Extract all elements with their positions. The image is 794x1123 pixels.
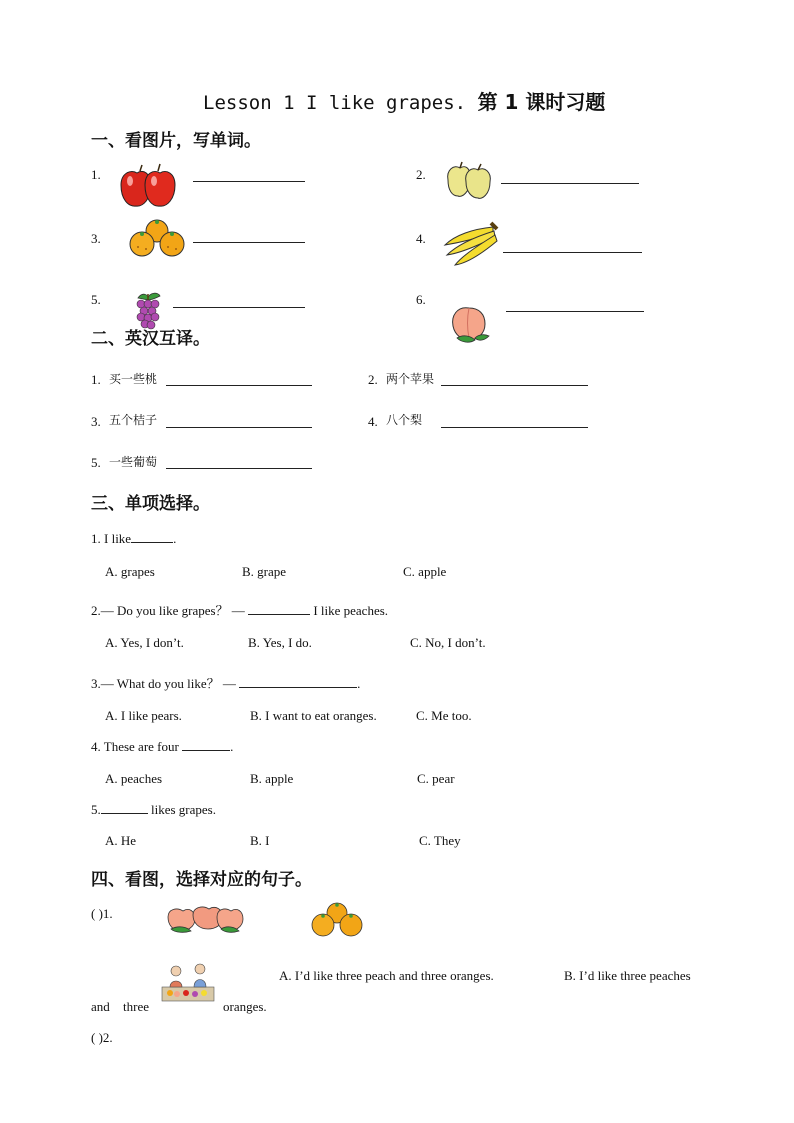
q4-option-c[interactable]: C. pear <box>417 771 455 786</box>
q5-suffix: likes grapes. <box>151 802 216 817</box>
s4-q1-paren[interactable]: ( ) <box>91 906 103 921</box>
title-chinese: 第 1 课时习题 <box>477 90 606 114</box>
q1-option-a[interactable]: A. grapes <box>105 564 155 579</box>
s4-q1-num: 1. <box>102 906 113 921</box>
q5-option-b[interactable]: B. I <box>250 833 270 848</box>
peach-picture <box>447 300 491 344</box>
q5-option-c[interactable]: C. They <box>419 833 461 848</box>
q1-option-b[interactable]: B. grape <box>242 564 287 579</box>
s1-num-3: 3. <box>91 231 101 246</box>
q2-suffix: I like peaches. <box>313 603 389 618</box>
s4-q1 <box>91 906 113 922</box>
q4-stem <box>91 739 233 755</box>
q1-option-c[interactable]: C. apple <box>403 564 447 579</box>
s1-answer-line-1[interactable] <box>193 181 305 182</box>
section4-heading: 四、看图，选择对应的句子。 <box>91 870 312 890</box>
s4-q2-num: 2. <box>102 1030 113 1045</box>
q4-blank[interactable] <box>182 740 230 751</box>
s2-answer-line-2[interactable] <box>441 385 588 386</box>
q4-option-b[interactable]: B. apple <box>250 771 294 786</box>
q2-stem <box>91 600 388 619</box>
section2-heading: 二、英汉互译。 <box>91 329 210 349</box>
q1-blank[interactable] <box>131 532 173 543</box>
pears-picture <box>444 160 496 200</box>
s4-continuation-and: and <box>91 999 110 1014</box>
s2-answer-line-3[interactable] <box>166 427 312 428</box>
s1-num-1: 1. <box>91 167 101 182</box>
apples-picture <box>118 163 178 209</box>
s4-option-a[interactable]: A. I’d like three peach and three oranges. <box>279 968 494 983</box>
title-english: Lesson 1 I like grapes. <box>203 92 467 114</box>
s2-num-5: 5. <box>91 455 101 470</box>
q2-blank[interactable] <box>248 604 310 615</box>
peaches-picture <box>165 903 245 933</box>
q4-option-a[interactable]: A. peaches <box>105 771 163 786</box>
s1-num-2: 2. <box>416 167 426 182</box>
q3-prefix: 3.— What do you like？ — <box>91 676 236 691</box>
s1-answer-line-3[interactable] <box>193 242 305 243</box>
q3-option-b[interactable]: B. I want to eat oranges. <box>250 708 377 723</box>
s2-num-3: 3. <box>91 414 101 429</box>
s4-q2 <box>91 1030 113 1046</box>
s2-item-4: 八个梨 <box>386 413 423 427</box>
section3-heading: 三、单项选择。 <box>91 494 210 514</box>
s2-answer-line-1[interactable] <box>166 385 312 386</box>
s1-num-6: 6. <box>416 292 426 307</box>
q4-prefix: 4. These are four <box>91 739 179 754</box>
q5-option-a[interactable]: A. He <box>105 833 137 848</box>
q3-stem <box>91 673 360 692</box>
s2-num-4: 4. <box>368 414 378 429</box>
q3-blank[interactable] <box>239 677 357 688</box>
s2-answer-line-4[interactable] <box>441 427 588 428</box>
q2-option-a[interactable]: A. Yes, I don’t. <box>105 635 184 650</box>
q2-option-c[interactable]: C. No, I don’t. <box>410 635 486 650</box>
s1-answer-line-2[interactable] <box>501 183 639 184</box>
s2-item-3: 五个桔子 <box>109 413 158 427</box>
q1-suffix: . <box>173 531 177 546</box>
page-title <box>203 86 605 115</box>
fruit-shop-picture <box>162 963 214 1003</box>
s4-continuation-oranges: oranges. <box>223 999 267 1014</box>
q5-prefix: 5. <box>91 802 101 817</box>
s1-answer-line-4[interactable] <box>503 252 642 253</box>
s1-answer-line-6[interactable] <box>506 311 644 312</box>
s4-continuation-three: three <box>123 999 149 1014</box>
oranges-picture <box>126 219 188 259</box>
q5-stem <box>91 802 216 818</box>
bananas-picture <box>443 221 501 269</box>
s1-answer-line-5[interactable] <box>173 307 305 308</box>
q3-suffix: . <box>357 676 361 691</box>
q3-option-a[interactable]: A. I like pears. <box>105 708 182 723</box>
section1-heading: 一、看图片，写单词。 <box>91 131 261 151</box>
s2-item-1: 买一些桃 <box>109 372 158 386</box>
q5-blank[interactable] <box>101 803 148 814</box>
s2-num-2: 2. <box>368 372 378 387</box>
q4-suffix: . <box>230 739 234 754</box>
s2-item-5: 一些葡萄 <box>109 455 158 469</box>
q3-option-c[interactable]: C. Me too. <box>416 708 472 723</box>
s1-num-5: 5. <box>91 292 101 307</box>
s1-num-4: 4. <box>416 231 426 246</box>
q1-prefix: 1. I like <box>91 531 132 546</box>
q2-option-b[interactable]: B. Yes, I do. <box>248 635 312 650</box>
oranges-picture-2 <box>309 902 365 938</box>
q2-prefix: 2.— Do you like grapes？ — <box>91 603 245 618</box>
q1-stem <box>91 531 176 547</box>
s4-option-b[interactable]: B. I’d like three peaches <box>564 968 691 983</box>
s2-item-2: 两个苹果 <box>386 372 435 386</box>
s2-answer-line-5[interactable] <box>166 468 312 469</box>
s2-num-1: 1. <box>91 372 101 387</box>
s4-q2-paren[interactable]: ( ) <box>91 1030 103 1045</box>
